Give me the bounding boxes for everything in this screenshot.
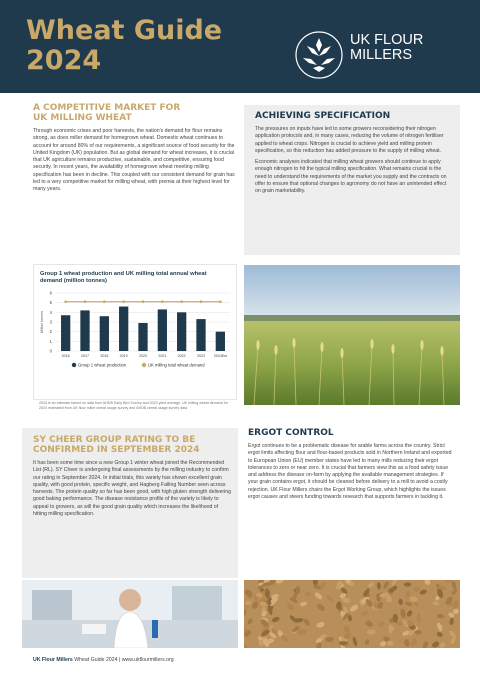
chart-plot (34, 265, 238, 401)
competitive-market-paragraph: Through economic crises and poor harvests, the nation's demand for flour remains strong, as does miller demand for homegrown wheat. Domestic wheat continues to account for around 80% of our requirements, a significant source of food security for the United Kingdom (UK) population. But as global demand for wheat increases, it is crucial that UK agriculture remains productive, sustainable, and competitive, ensuring food security. In recent years, the availability of homegrown wheat meeting milling specification has been in decline. This coupled with our consistent demand for grain has led to a very competitive market for milling wheat, with premia at their highest level for many years. (33, 128, 235, 193)
production-bar (61, 315, 70, 351)
page-header (0, 0, 480, 93)
heading-line1: SY CHEER GROUP RATING TO BE (33, 435, 196, 445)
chart-footnote: 2024 is an estimate based on data from AHDB Early Bird Survey and 2023 yield average. UK milling wheat demand for 2024 estimated from UK flour miller wheat usage survey and AHDB cereal usage survey data (39, 401, 228, 410)
x-tick-label: 2022 (177, 354, 186, 358)
legend-label-production: Group 1 wheat production (78, 362, 127, 368)
wheat-production-chart (33, 264, 237, 400)
demand-point (219, 300, 222, 303)
production-bar (216, 332, 225, 351)
spec-paragraph-1: The pressures on inputs have led to some growers reconsidering their nitrogen application protocols and, in many cases, reducing the volume of nitrogen fertiliser applied to wheat crops. Nitrogen is crucial to achieve yield and milling protein specification, so this reduction has added pressure to the supply of milling wheat. (255, 126, 444, 154)
y-tick-label: 4 (49, 309, 52, 315)
production-bar (138, 323, 147, 351)
y-tick-label: 6 (49, 290, 52, 296)
page-title-line1: Wheat Guide (26, 15, 223, 46)
production-bar (119, 307, 128, 351)
wheat-grain-photo (244, 580, 460, 648)
ergot-control-section (248, 428, 453, 505)
x-tick-label: 2017 (81, 354, 89, 358)
y-tick-label: 1 (49, 338, 52, 344)
demand-point (161, 300, 164, 303)
heading-line2: CONFIRMED IN SEPTEMBER 2024 (33, 445, 200, 455)
logo-line2: MILLERS (350, 47, 413, 63)
y-tick-label: 5 (49, 300, 52, 306)
x-tick-label: 2016 (61, 354, 70, 358)
sy-cheer-body (33, 460, 233, 518)
x-tick-label: 2019 (119, 354, 128, 358)
sy-cheer-paragraph: It has been some time since a new Group 1 winter wheat joined the Recommended List (RL). SY Cheer is undergoing final assessments by the milling industry to confirm our rating in September 2024. In initial trials, this variety has shown excellent grain quality, with good protein, specific weight, and Hagberg Falling Number seen across harvests. The protein quality so far has been good, with high gluten strength delivering good baking performance. The disease resistance profile of the variety is likely to appeal to growers, as will the good grain quality which increases the likelihood of hitting milling specification. (33, 460, 232, 518)
ergot-control-body (248, 443, 453, 501)
x-tick-label: 2018 (100, 354, 109, 358)
competitive-market-heading (33, 103, 237, 123)
production-bar (100, 316, 109, 351)
footer-text: Wheat Guide 2024 | www.ukflourmillers.org (72, 657, 174, 663)
y-tick-label: 3 (49, 319, 52, 325)
x-tick-label: 2020 (139, 354, 147, 358)
production-bar (177, 312, 186, 351)
x-tick-label: 2024Est (213, 354, 227, 358)
y-tick-label: 2 (49, 329, 52, 335)
production-bar (80, 310, 89, 351)
page-footer (33, 657, 174, 663)
demand-point (122, 300, 125, 303)
wheat-ear-circle-icon (293, 30, 345, 80)
demand-point (84, 300, 87, 303)
chart-title: Group 1 wheat production and UK milling total annual wheat demand (million tonnes) (40, 271, 207, 284)
laboratory-photo (22, 580, 238, 648)
wheat-field-photo (244, 265, 460, 405)
logo-line1: UK FLOUR (350, 32, 424, 48)
achieving-specification-heading: ACHIEVING SPECIFICATION (255, 111, 391, 121)
wheat-grain (404, 582, 412, 586)
page-title (26, 16, 222, 76)
achieving-specification-body (255, 126, 453, 196)
sy-cheer-heading (33, 435, 233, 455)
demand-point (142, 300, 145, 303)
competitive-market-body (33, 128, 237, 194)
spec-paragraph-2: Economic analyses indicated that milling wheat growers should continue to apply enough nitrogen to hit the typical milling specification. What remains crucial is the need to understand the requirements of the market you supply and the contracts on offer to ensure that optional changes to agronomy do not have an unintended effect on grain marketability. (255, 159, 447, 195)
y-tick-label: 0 (49, 348, 52, 354)
production-bar (158, 309, 167, 351)
y-axis-label: Million tonnes (40, 311, 44, 333)
achieving-specification-box (244, 105, 460, 255)
heading-line1: A COMPETITIVE MARKET FOR (33, 103, 181, 113)
sy-cheer-box (22, 428, 238, 578)
wheat-grain (339, 641, 348, 645)
demand-point (200, 300, 203, 303)
ergot-control-heading: ERGOT CONTROL (248, 428, 334, 438)
competitive-market-section (33, 103, 237, 198)
brand-logo-text (350, 33, 423, 63)
x-tick-label: 2021 (158, 354, 167, 358)
legend-label-demand: UK milling total wheat demand (148, 362, 205, 368)
production-bar (196, 319, 205, 351)
x-tick-label: 2023 (197, 354, 205, 358)
ergot-paragraph: Ergot continues to be a problematic disease for arable farms across the country. Strict ergot limits affecting flour and flour-based products sold in Northern Ireland and exported to European Union (EU) member states have led to many mills reducing their ergot tolerances to zero or near zero. It is crucial that farmers view this as a food safety issue and address the disease on-farm by applying the available management strategies. If your grain contains ergot, it should be cleaned before delivery to a mill to avoid a costly rejection. UK Flour Millers chairs the Ergot Working Group, which highlights the issues ergot causes and steers funding towards research that supports farmers in tackling it. (248, 443, 452, 501)
legend-swatch-demand (142, 363, 146, 367)
page-title-line2: 2024 (26, 45, 102, 76)
demand-point (103, 300, 106, 303)
heading-line2: UK MILLING WHEAT (33, 113, 132, 123)
demand-point (180, 300, 183, 303)
footer-brand: UK Flour Millers (33, 657, 73, 663)
demand-point (64, 300, 67, 303)
legend-swatch-production (72, 363, 76, 367)
